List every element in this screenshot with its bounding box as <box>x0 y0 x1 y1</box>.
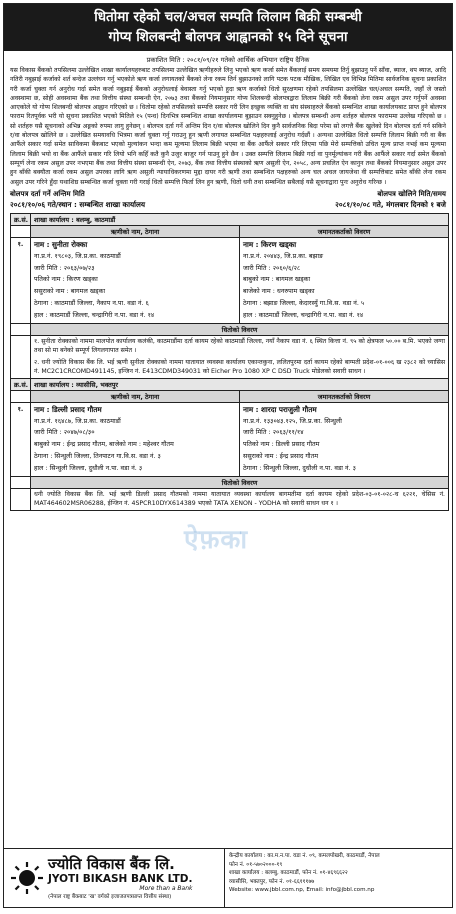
borrower-current-address: हाल : काठमाडौं जिल्ला, चन्द्रागिरी न.पा. वडा नं. १४ <box>34 310 155 319</box>
guarantor-citizenship: ना.प्र.नं. १३३०४३.१२५, जि.प्र.का. सिन्धुली <box>243 416 342 425</box>
borrower-heading: ऋणीको नाम, ठेगाना <box>31 225 240 237</box>
contact-line: फोन नं. ०१-५७०२०००-१९ <box>229 861 283 868</box>
guarantor-heading: जमानतकर्ताको विवरण <box>240 225 449 237</box>
guarantor-name: नाम : किरण खड्का <box>243 239 297 249</box>
borrower-issue-date: जारी मिति : २०४७/०८/३० <box>34 428 95 437</box>
guarantor-name: नाम : शारदा पराजुली गौतम <box>243 404 317 414</box>
borrower-address: ठेगाना : सिन्धुली जिल्ला, तिनपाटन गा.वि.स. वडा नं. ३ <box>34 452 161 461</box>
borrower-details <box>31 402 240 476</box>
bid-labels <box>10 190 446 199</box>
bid-values <box>10 200 446 210</box>
bank-brand <box>48 856 193 901</box>
guarantor-father-in-law: ससुराको नाम : ईन्द्र प्रसाद गौतम <box>243 452 319 461</box>
collateral-item: २. धनी ज्योति विकास बैंक लि. भई ऋणी सुनीता रोक्काको नाममा यातायात व्यवस्था कार्यालय एकान्तकुना, ललितपुरमा दर्ता कायम रहेको बाग्मती प्रदेश-०१-००६ ख २३८२ को च्यासिस नं. MC2C1CRCOMD491145, इन्जिन नं. E413CDMD349031 को Eicher Pro 1080 XP C DSD Truck मोडेलको सवारी साधन । <box>34 358 446 376</box>
bank-logo <box>4 849 224 907</box>
auction-table-2 <box>10 378 449 511</box>
guarantor-current-address: हाल : काठमाडौं जिल्ला, चन्द्रागिरी न.पा. वडा नं. १४ <box>243 310 364 319</box>
notice-page <box>3 3 453 908</box>
collateral-details <box>31 335 449 378</box>
open-date-label: बोलपत्र खोलिने मिति/समय <box>377 189 446 198</box>
guarantor-address: ठेगाना : सिन्धुली जिल्ला, दुधौली न.पा. वडा नं. ३ <box>243 463 356 472</box>
serial-header: क्र.सं. <box>11 378 31 390</box>
borrower-citizenship: ना.प्र.नं. १६४८७, जि.प्र.का. काठमाडौं <box>34 416 121 425</box>
serial-header: क्र.सं. <box>11 213 31 225</box>
bank-tagline: More than a Bank <box>139 884 193 892</box>
borrower-name: नाम : सुनीता रोक्का <box>34 239 88 249</box>
contact-line: शाखा कार्यालय : बलम्बु, काठमाडौं, फोन नं. ०१-४६९६६२२ <box>229 870 348 877</box>
guarantor-details <box>240 402 449 476</box>
open-date-value: २०८१/१०/०८ गते, मंगलबार दिनको १ बजे <box>335 199 446 209</box>
guarantor-citizenship: ना.प्र.नं. २०४४३, जि.प्र.का. बझाङ <box>243 251 324 260</box>
borrower-husband: पतिको नाम : किरण खड्का <box>34 275 98 284</box>
contact-info <box>224 849 452 907</box>
branch-name: शाखा कार्यालय : बलम्बु, काठमाडौं <box>31 213 449 225</box>
borrower-current-address: हाल : सिन्धुली जिल्ला, दुधौली न.पा. वडा नं. ३ <box>34 463 143 472</box>
guarantor-husband: पतिको नाम : डिल्ली प्रसाद गौतम <box>243 440 320 449</box>
collateral-details <box>31 488 449 510</box>
contact-line: केन्द्रीय कार्यालय : का.म.न.पा. वडा नं. ०९, कमलपोखरी, काठमाडौं, नेपाल <box>229 853 380 859</box>
collateral-heading: धितोको विवरण <box>31 323 449 335</box>
guarantor-address: ठेगाना : बझाङ जिल्ला, केदारस्युँ गा.वि.स. वडा नं. ५ <box>243 299 365 308</box>
collateral-heading: धितोको विवरण <box>31 476 449 488</box>
contact-line: Website: www.jbbl.com.np, Email: info@jbbl.com.np <box>229 887 375 894</box>
borrower-name: नाम : डिल्ली प्रसाद गौतम <box>34 404 102 414</box>
collateral-item: धनी ज्योति विकास बैंक लि. भई ऋणी डिल्ली प्रसाद गौतमको नाममा यातायात व्यवस्था कार्यालय बागमतीमा दर्ता कायम रहेको प्रदेश-०३-०१-०२८-च ६२२१, चेसिस नं. MAT464602MSR06288, ईन्जिन नं. 4SPCR10DYX614389 भएको TATA XENON - YODHA को सवारी साधन धन १ । <box>34 490 446 508</box>
borrower-issue-date: जारी मिति : २०६३/०७/२३ <box>34 263 95 272</box>
publish-date: प्रकाशित मिति : २०८१/०९/२१ गतेको आर्थिक अभियान राष्ट्रिय दैनिक <box>146 56 310 64</box>
branch-name: शाखा कार्यालय : व्यासीसि, भक्तपुर <box>31 378 449 390</box>
guarantor-father: बाबुको नाम : बागमल खड्का <box>243 275 311 284</box>
row-number: १. <box>11 402 31 476</box>
last-date-value: २०८१/१०/०६ गते/स्थान : सम्बन्धित शाखा कार्यालय <box>10 199 146 209</box>
collateral-item: १. सुनीता रोक्काको नाममा मालपोत कार्यालय कलंकी, काठमाडौंमा दर्ता कायम रहेको काठमाडौं जिल्ला, नयाँ नैकाप वडा नं. ६ स्थित कित्ता नं. ९५ को क्षेत्रफल ५०.०० ब.मि. भएको जग्गा तथा सो मा बनेको सम्पूर्ण लिगलगापात समेत । <box>34 337 446 355</box>
contact-line: व्यासीसि, भक्तपुर, फोन नं. ०१-६६१११७७ <box>229 878 315 885</box>
bank-name-nepali: ज्योति विकास बैंक लि. <box>48 854 175 873</box>
borrower-address: ठेगाना : काठमाडौं जिल्ला, नैकाप न.पा. वडा नं. ६ <box>34 299 149 308</box>
guarantor-issue-date: जारी मिति : २०६०/६/२८ <box>243 263 301 272</box>
sun-emblem-icon <box>10 861 44 895</box>
borrower-father: बाबुको नाम : ईन्द्र प्रसाद गौतम, बाजेको नाम : महेश्वर गौतम <box>34 440 174 449</box>
guarantor-grandfather: बाजेको नाम : धनरुपाम खड्का <box>243 287 315 296</box>
notice-banner <box>4 4 452 51</box>
borrower-citizenship: ना.प्र.नं. १९८०३, जि.प्र.का. काठमाडौं <box>34 251 121 260</box>
banner-line-2: गोप्य शिलबन्दी बोलपत्र आह्वानको १५ दिने सूचना <box>108 29 348 45</box>
row-number: १. <box>11 237 31 323</box>
guarantor-details <box>240 237 449 323</box>
auction-table-1 <box>10 213 449 379</box>
borrower-details <box>31 237 240 323</box>
borrower-heading: ऋणीको नाम, ठेगाना <box>31 390 240 402</box>
watermark: ऐफ़का <box>184 525 249 555</box>
guarantor-heading: जमानतकर्ताको विवरण <box>240 390 449 402</box>
banner-line-1: धितोमा रहेको चल/अचल सम्पति लिलाम बिक्री सम्बन्धी <box>94 9 362 25</box>
notice-body: यस विकास बैंकको तपसिलमा उल्लेखित शाखा कार्यालयहरुबाट तपसिलमा उल्लेखित ऋणीहरुले लिनु भएको ऋण कर्जा समेत बैंकलाई समय समयमा तिर्नु बुझाउनु पर्ने साँवा, ब्याज, थप ब्याज, आदि नतिरी नबुझाई कर्जाको शर्त बन्देज उल्लंघन गर्नु भएकोले ऋण कर्जा लगायतको बैंकको लेना रकम तिर्न बुझाउनको लागि पटक पटक मौखिक, लिखित एव विभिन्न मितिमा सार्वजनिक सूचना प्रकाशित गरी कर्जा चुक्ता गर्न अनुरोध गर्दा समेत कर्जा नबुझाई बैंकको अनुरोधलाई बेवास्ता गर्नु भएको हुदा ऋण कर्जाको धितो सुरक्षणमा रहेको तपसिलमा उल्लेखित चल/अचल सम्पति, जहाँ जे जस्तो अवस्थामा छ, सोही अवस्थामा बैंक तथा वित्तीय संस्था सम्बन्धी ऐन, २०७३ तथा बैंकको नियमानुसार गोप्य शिलबन्दी बोलपत्रद्वारा लिलाम बिक्री गरी बैंकको लेना रकम असुल उपर गर्नुपर्ने अवस्था आएकोले यो गोप्य शिलबन्दी बोलपत्र आह्वान गरिएको छ । धितोमा रहेको तपसिलको सम्पत्ति सकार गरी लिन इच्छुक व्यक्ति वा संघ संस्थाहरुले बैंकको सम्बन्धित शाखा कार्यालयबाट प्राप्त हुने बोलपत्र फाराम रितपूर्वक भरी यो सूचना प्रकाशित भएको मितिले १५ (पन्ध) दिनभित्र सम्बन्धित शाखा कार्यालयमा बुझाउन सक्नुहुनेछ । बोलपत्र सम्बन्धी अन्य शर्तहरु बोलपत्र फाराममा उल्लेख गरिएको छ । सो शर्तहरु यसै सूचनाको अभिन्न अङ्गको रुपमा लागु हुनेछन् । बोलपत्र दर्ता गर्ने अन्तिम दिन र/वा बोलपत्र खोलिने दिन कुनै सार्वजनिक बिदा परेमा सो लगत्तै बैंक खुलेको दिन बोलपत्र दर्ता गर्न सकिने र/वा बोलपत्र खोलिने छ । उल्लेखित समयावधि भित्रमा कर्जा चुक्ता गर्नु गराउनु हुन ऋणी लगायत सम्बन्धित पक्षहरुलाई अनुरोध गर्दछौं । अन्यथा उल्लेखित धितो सम्पत्ति लिलाम बिक्री गरी वा बैंक आफैंले सकार गर्दा समेत साविकमा बैंकबाट भएको मुल्यांकन भन्दा कम मूल्यमा लिलाम बिक्री भएमा वा बैंक आफैंले सकार गरि लिएमा पछि मेरो सम्पत्तिको उचित मूल्य प्राप्त नभई कम मूल्यमा लिलाम बिक्री भयो वा बैंक आफैंले सकार गरि लियो भनि कहिँ कतै कुनै उजुर बाजुर गर्न पाउनु हुने छैन । उक्त सम्पत्ति लिलाम बिक्री गर्दा वा पुनर्मूल्यांकन गरी बैंक आफैंले सकार गर्दा समेत बैंकको सम्पूर्ण लेना रकम असुल उपर नभएमा बैंक तथा वित्तीय संस्था सम्बन्धी ऐन, २०७३, बैंक तथा वित्तीय संस्थाको ऋण असुली ऐन, २०५८, अन्य प्रचलित ऐन कानुन तथा बैंकको नियमानुसार असुल उपर हुन बाँकी बक्यौता कर्जा रकम असुल उपरका लागि ऋण असुली न्यायाधिकरणमा मुद्दा दायर गरी ऋणी तथा सम्बन्धित पक्षहरुको अन्य चल अचल जायजेथा वी सम्पत्तिबाट समेत बाँकी लेना रकम असुल उपर गरिने हुँदा यथाशिघ्र सम्बन्धित कर्जा चुक्ता गरी गराई धितो सम्पत्ति फिर्ता लिन हुन ऋणी, धितो धनी तथा सम्बन्धित सबैलाई यसै सूचनाद्वारा पुनः अनुरोध गरिन्छ । <box>10 67 446 186</box>
borrower-father-in-law: ससुराको नाम : बागमल खड्का <box>34 287 106 296</box>
footer <box>4 848 452 907</box>
last-date-label: बोलपत्र दर्ता गर्ने अन्तिम मिति <box>10 189 85 198</box>
bank-name-english: JYOTI BIKASH BANK LTD. <box>48 872 193 885</box>
bank-license-note: (नेपाल राष्ट्र बैंकबाट 'ख' वर्गको इजाजतपत्रप्राप्त वित्तीय संस्था) <box>48 893 172 900</box>
guarantor-issue-date: जारी मिति : २०६३/११/१४ <box>243 428 304 437</box>
